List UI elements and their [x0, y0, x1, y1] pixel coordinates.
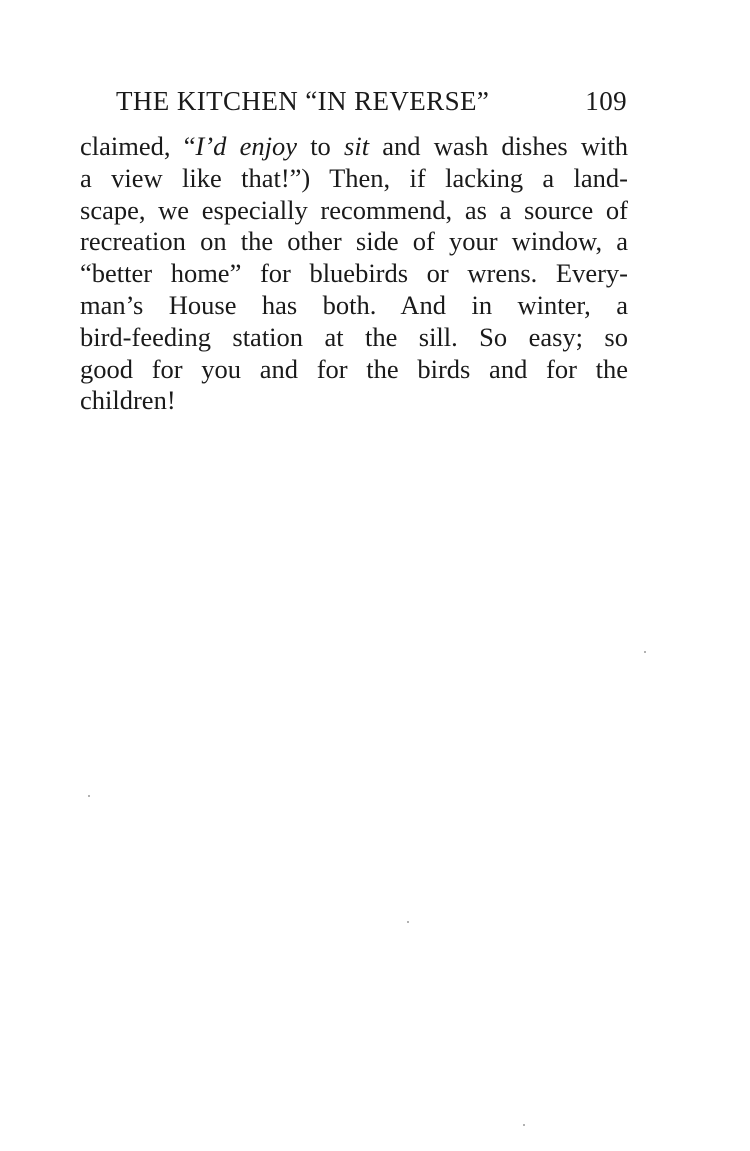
text-run: recreation on the other side of your window, a: [80, 226, 628, 257]
text-line: [80, 258, 628, 290]
text-line: [80, 385, 628, 417]
scan-speck: [88, 795, 90, 797]
text-run: and wash dishes with: [369, 131, 628, 161]
text-run: a view like that!”) Then, if lacking a land-: [80, 162, 628, 193]
text-line: [80, 322, 628, 354]
text-run: good for you and for the birds and for the: [80, 353, 628, 384]
running-head: [116, 86, 630, 120]
text-line: [80, 195, 628, 227]
text-line: [80, 163, 628, 195]
scan-speck: [407, 921, 409, 923]
page-number: 109: [585, 86, 627, 116]
text-line: [80, 131, 628, 163]
text-run: scape, we especially recommend, as a source of: [80, 194, 628, 225]
text-line: [80, 290, 628, 322]
scan-speck: [644, 651, 646, 653]
chapter-title: THE KITCHEN “IN REVERSE”: [116, 86, 490, 116]
text-run: “better home” for bluebirds or wrens. Every-: [80, 258, 628, 289]
text-run: claimed, “: [80, 131, 196, 161]
italic-run: I’d enjoy: [195, 131, 297, 161]
text-run: to: [296, 131, 345, 161]
scan-speck: [523, 1124, 525, 1126]
text-line: [80, 226, 628, 258]
text-run: bird-feeding station at the sill. So easy; so: [80, 321, 628, 352]
text-line: [80, 354, 628, 386]
text-run: man’s House has both. And in winter, a: [80, 289, 628, 320]
text-run: children!: [80, 385, 176, 416]
body-paragraph: [80, 131, 628, 417]
italic-run: sit: [344, 131, 370, 161]
